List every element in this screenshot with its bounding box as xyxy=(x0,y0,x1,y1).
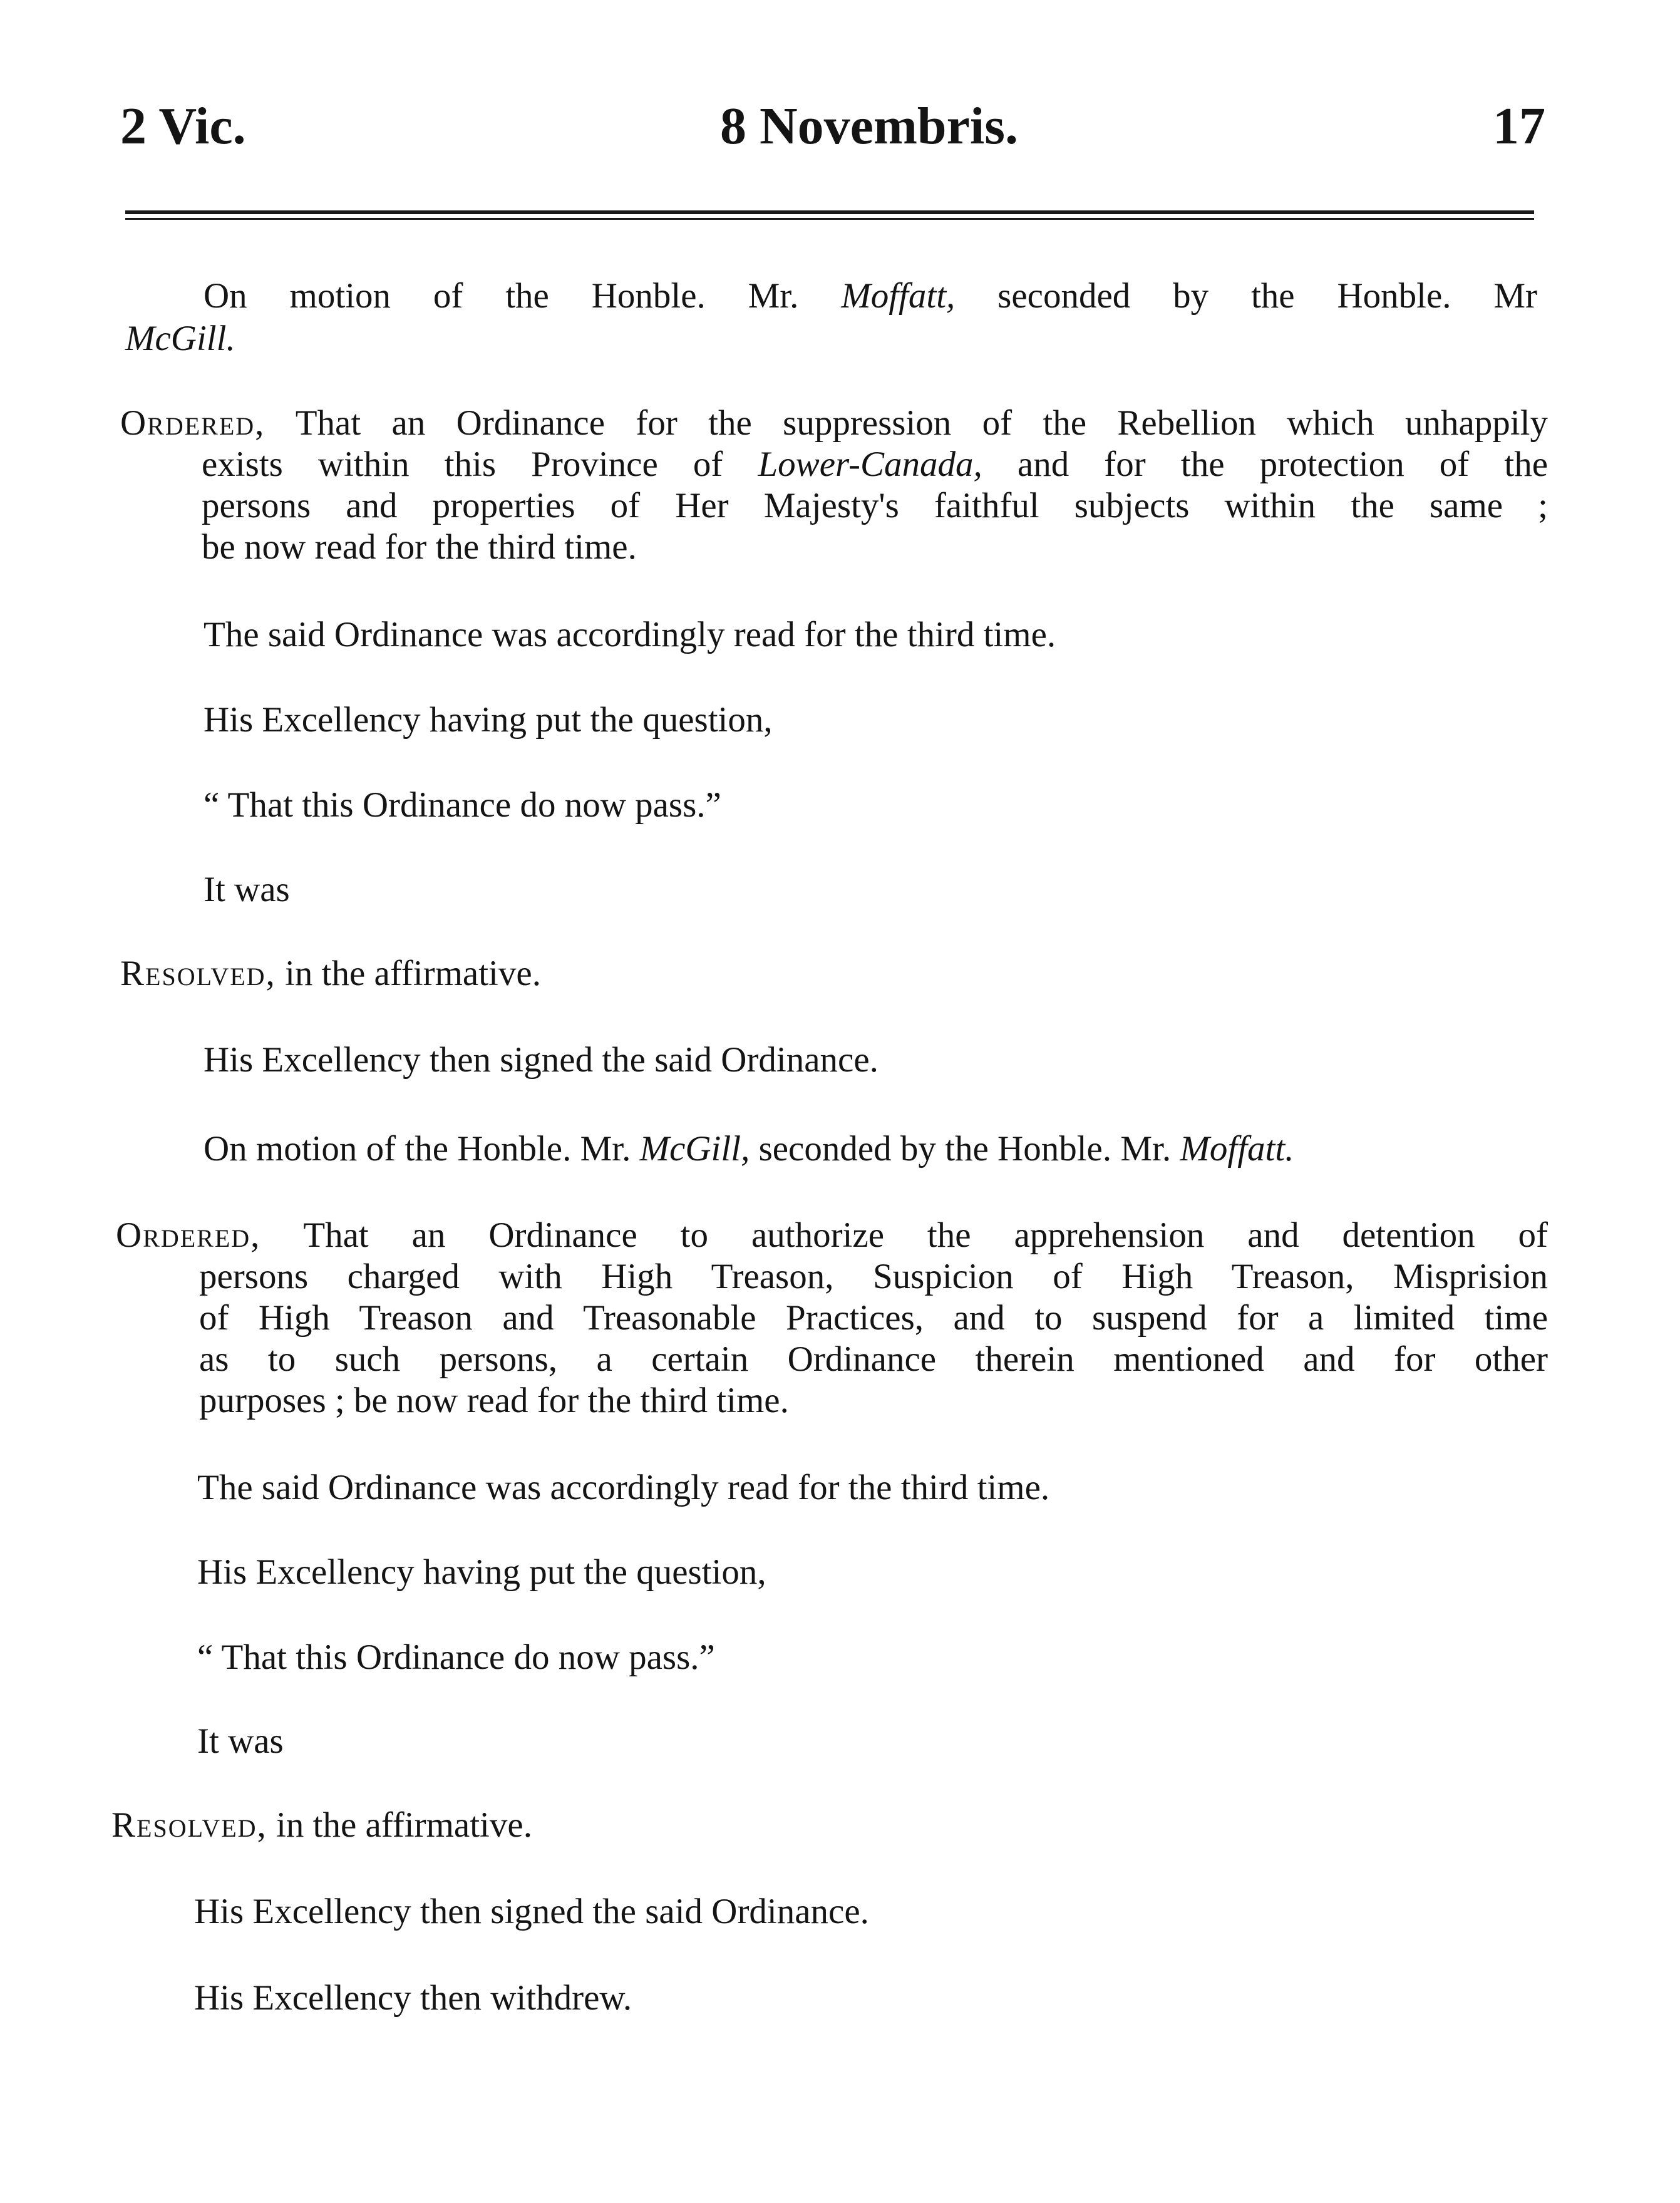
order-line: of High Treason and Treasonable Practices, and to suspend for a limited time xyxy=(199,1298,1548,1338)
withdrew-statement: His Excellency then withdrew. xyxy=(194,1978,632,2018)
resolved-line: Resolved, in the affirmative. xyxy=(111,1805,532,1845)
order-line: as to such persons, a certain Ordinance therein mentioned and for other xyxy=(199,1339,1548,1379)
resolved-label: Resolved, xyxy=(120,954,276,993)
resolved-line: Resolved, in the affirmative. xyxy=(120,954,541,993)
ordered-label: Ordered, xyxy=(120,403,265,443)
resolved-label: Resolved, xyxy=(111,1805,267,1845)
order-line: exists within this Province of Lower-Canada, and for the protection of the xyxy=(202,445,1549,484)
reading-statement: The said Ordinance was accordingly read for the third time. xyxy=(197,1468,1050,1507)
page-number: 17 xyxy=(1493,97,1545,155)
it-was: It was xyxy=(197,1721,284,1761)
signed-statement: His Excellency then signed the said Ordinance. xyxy=(194,1892,869,1931)
motion-line: On motion of the Honble. Mr. Moffatt, seconded by the Honble. Mr xyxy=(204,276,1538,316)
header-regnal-year: 2 Vic. xyxy=(120,97,246,155)
question-statement: His Excellency having put the question, xyxy=(204,700,773,740)
signed-statement: His Excellency then signed the said Ordinance. xyxy=(204,1040,879,1080)
motion-seconder: McGill. xyxy=(125,319,235,358)
question-quote: “ That this Ordinance do now pass.” xyxy=(204,785,721,825)
order-line: purposes ; be now read for the third time. xyxy=(199,1381,789,1420)
header-date: 8 Novembris. xyxy=(720,97,1018,155)
it-was: It was xyxy=(204,870,290,909)
header-rule-thin xyxy=(125,218,1534,220)
order-line: Ordered, That an Ordinance to authorize the apprehension and detention of xyxy=(116,1215,1548,1255)
order-line: persons and properties of Her Majesty's faithful subjects within the same ; xyxy=(202,486,1548,525)
reading-statement: The said Ordinance was accordingly read for the third time. xyxy=(204,615,1056,654)
question-quote: “ That this Ordinance do now pass.” xyxy=(197,1638,715,1677)
motion-line: On motion of the Honble. Mr. McGill, seconded by the Honble. Mr. Moffatt. xyxy=(204,1129,1294,1169)
ordered-label: Ordered, xyxy=(116,1215,261,1255)
order-line: be now read for the third time. xyxy=(202,527,637,567)
question-statement: His Excellency having put the question, xyxy=(197,1552,766,1592)
order-line: Ordered, That an Ordinance for the suppression of the Rebellion which unhappily xyxy=(120,403,1548,443)
order-line: persons charged with High Treason, Suspicion of High Treason, Misprision xyxy=(199,1257,1548,1296)
header-rule-thick xyxy=(125,210,1534,214)
